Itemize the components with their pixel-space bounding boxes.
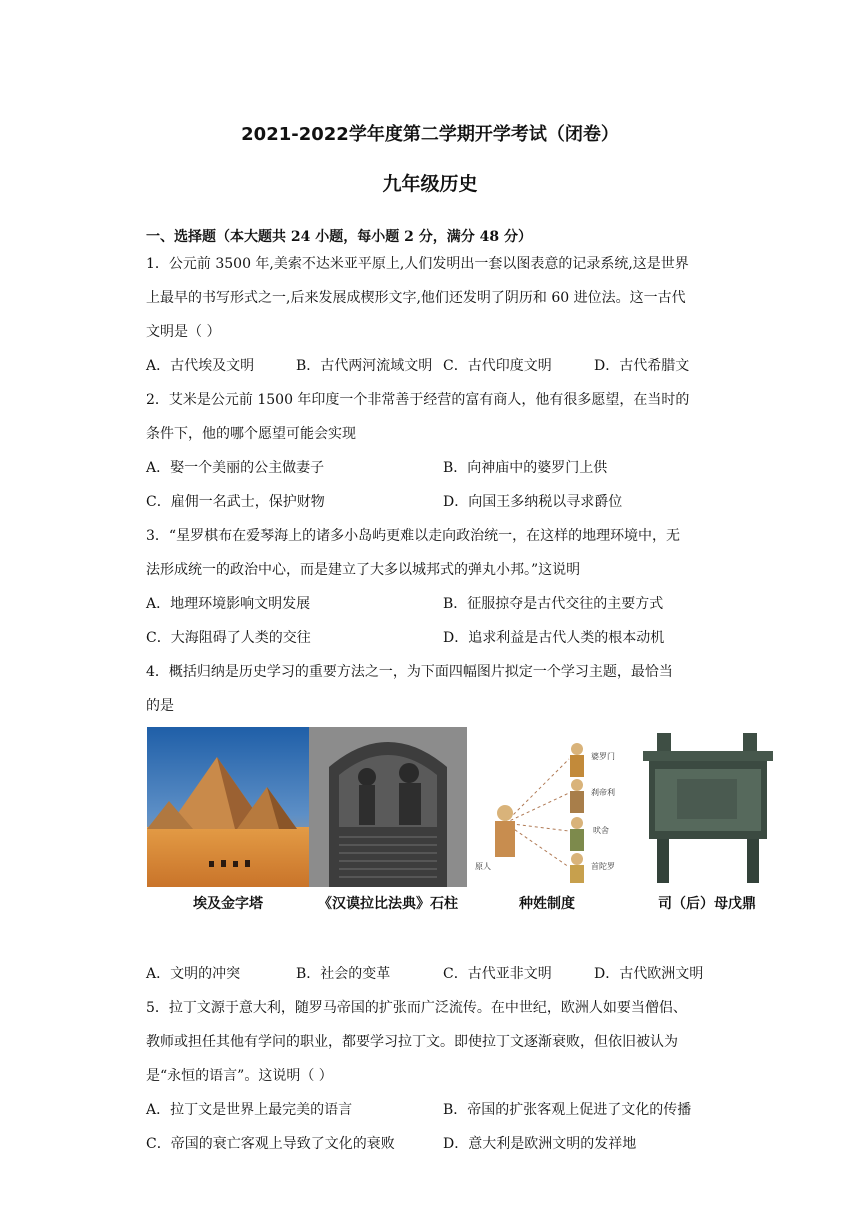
q2-option-b[interactable]: B．向神庙中的婆罗门上供 — [443, 460, 608, 476]
figure-caption-hammurabi: 《汉谟拉比法典》石柱 — [318, 896, 458, 912]
q5-line-3: 是“永恒的语言”。这说明（ ） — [146, 1068, 333, 1084]
section-heading: 一、选择题（本大题共 24 小题，每小题 2 分，满分 48 分） — [146, 229, 532, 245]
q2-line-2: 条件下，他的哪个愿望可能会实现 — [146, 426, 356, 442]
q2-option-d[interactable]: D．向国王多纳税以寻求爵位 — [443, 494, 623, 510]
q1-option-d[interactable]: D．古代希腊文 — [594, 358, 690, 374]
caste-label-purusha: 原人 — [475, 862, 491, 871]
q5-line-2: 教师或担任其他有学问的职业，都要学习拉丁文。即使拉丁文逐渐衰败，但依旧被认为 — [146, 1034, 678, 1050]
q3-line-1: 3．“星罗棋布在爱琴海上的诸多小岛屿更难以走向政治统一，在这样的地理环境中，无 — [146, 528, 681, 544]
q4-option-c[interactable]: C．古代亚非文明 — [443, 966, 552, 982]
pyramids-image — [147, 727, 309, 917]
figure-caption-ding: 司（后）母戊鼎 — [658, 896, 756, 912]
q2-line-1: 2．艾米是公元前 1500 年印度一个非常善于经营的富有商人，他有很多愿望，在当时的 — [146, 392, 690, 408]
q3-option-a[interactable]: A．地理环境影响文明发展 — [146, 596, 311, 612]
q4-line-1: 4．概括归纳是历史学习的重要方法之一，为下面四幅图片拟定一个学习主题，最恰当 — [146, 664, 673, 680]
q2-option-a[interactable]: A．娶一个美丽的公主做妻子 — [146, 460, 325, 476]
q1-option-c[interactable]: C．古代印度文明 — [443, 358, 552, 374]
q4-option-d[interactable]: D．古代欧洲文明 — [594, 966, 704, 982]
figure-caption-caste: 种姓制度 — [519, 896, 575, 912]
q4-option-a[interactable]: A．文明的冲突 — [146, 966, 241, 982]
exam-title: 2021-2022学年度第二学期开学考试（闭卷） — [241, 124, 619, 145]
q4-option-b[interactable]: B．社会的变革 — [296, 966, 391, 982]
q1-option-b[interactable]: B．古代两河流域文明 — [296, 358, 433, 374]
q1-option-a[interactable]: A．古代埃及文明 — [146, 358, 255, 374]
q3-option-b[interactable]: B．征服掠夺是古代交往的主要方式 — [443, 596, 664, 612]
q3-line-2: 法形成统一的政治中心，而是建立了大多以城邦式的弹丸小邦。”这说明 — [146, 562, 581, 578]
q1-line-1: 1．公元前 3500 年,美索不达米亚平原上,人们发明出一套以图表意的记录系统,这是世界 — [146, 256, 689, 272]
exam-subtitle: 九年级历史 — [382, 173, 478, 195]
q5-line-1: 5．拉丁文源于意大利，随罗马帝国的扩张而广泛流传。在中世纪，欧洲人如要当僧侣、 — [146, 1000, 687, 1016]
q2-option-c[interactable]: C．雇佣一名武士，保护财物 — [146, 494, 325, 510]
q5-option-c[interactable]: C．帝国的衰亡客观上导致了文化的衰败 — [146, 1136, 395, 1152]
q1-line-2: 上最早的书写形式之一,后来发展成楔形文字,他们还发明了阴历和 60 进位法。这一古代 — [146, 290, 686, 306]
figure-caption-pyramids: 埃及金字塔 — [193, 896, 263, 912]
q5-option-a[interactable]: A．拉丁文是世界上最完美的语言 — [146, 1102, 353, 1118]
hammurabi-stele-image — [309, 727, 467, 917]
q5-option-d[interactable]: D．意大利是欧洲文明的发祥地 — [443, 1136, 637, 1152]
caste-label-brahmin: 婆罗门 — [591, 752, 615, 761]
q3-option-d[interactable]: D．追求利益是古代人类的根本动机 — [443, 630, 665, 646]
q1-line-3: 文明是（ ） — [146, 324, 221, 340]
houmuwu-ding-image — [627, 727, 787, 917]
q4-figure-strip — [147, 727, 787, 917]
caste-label-vaishya: 吠舍 — [593, 826, 609, 835]
caste-label-kshatriya: 刹帝利 — [591, 788, 615, 797]
caste-system-image — [467, 727, 627, 917]
q4-line-2: 的是 — [146, 698, 174, 714]
q5-option-b[interactable]: B．帝国的扩张客观上促进了文化的传播 — [443, 1102, 692, 1118]
caste-label-shudra: 首陀罗 — [591, 862, 615, 871]
q3-option-c[interactable]: C．大海阻碍了人类的交往 — [146, 630, 311, 646]
